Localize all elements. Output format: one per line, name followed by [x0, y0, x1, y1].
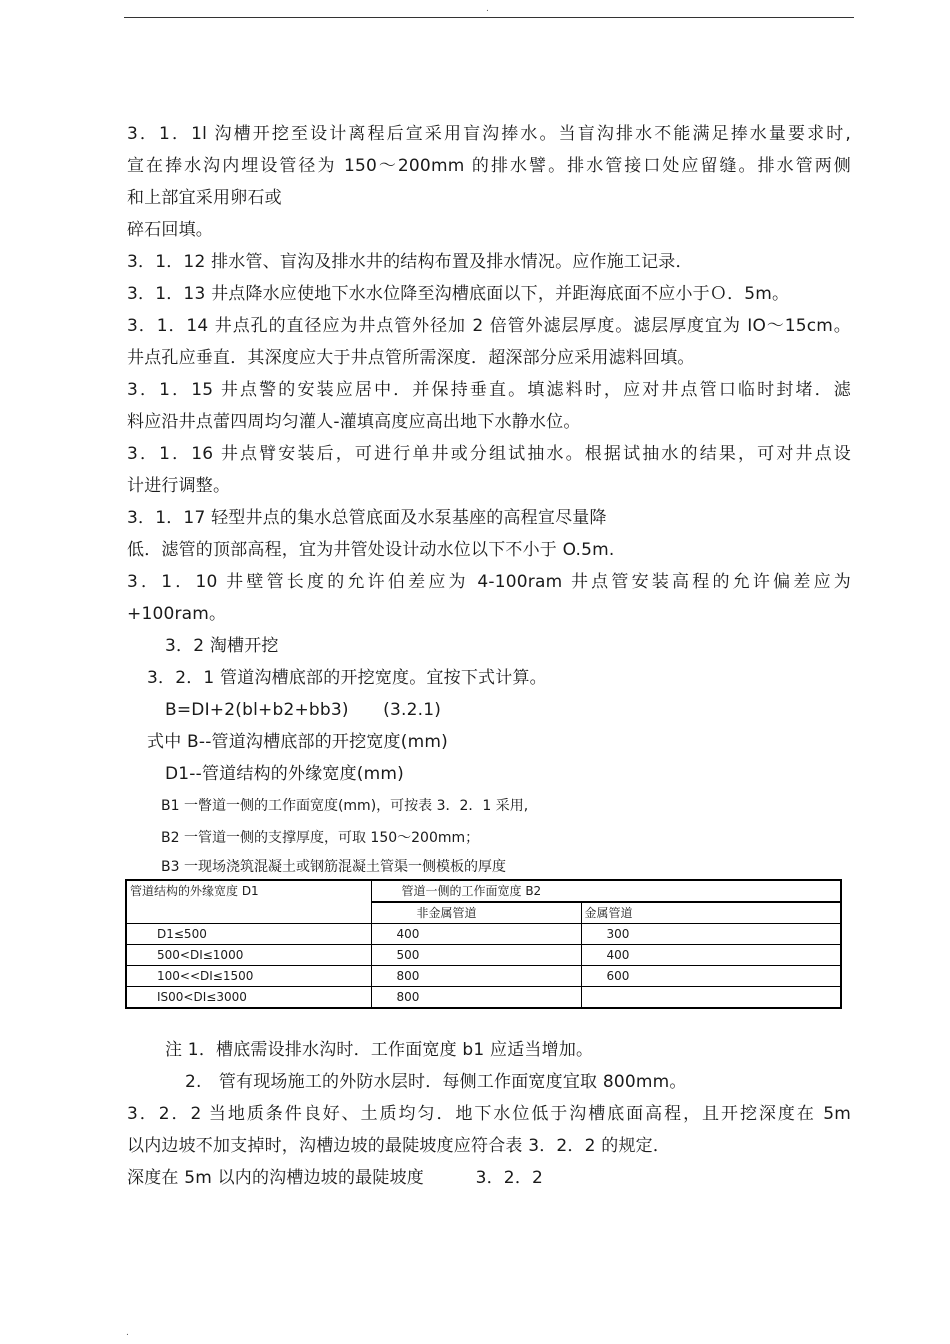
formula-3-2-1: B=DI+2(bl+b2+bb3) (3.2.1): [165, 700, 442, 720]
formula-where-b: 式中 B--管道沟槽底部的开挖宽度(mm): [147, 732, 448, 752]
paragraph-3-2-2-line2: 以内边坡不加支掉时，沟槽边坡的最陡坡度应符合表 3．2．2 的规定．: [127, 1136, 671, 1156]
definition-d1: D1--管道结构的外缘宽度(mm): [165, 764, 404, 784]
document-body-continued: [127, 1034, 851, 1194]
paragraph-3-1-11-line2: 宣在捧水沟内埋设管径为 150～200mm 的排水譬。排水管接口处应留缝。排水管两侧: [127, 156, 851, 176]
definition-b1: B1 一瞥道一侧的工作面宽度(mm)，可按表 3．2．1 采用,: [161, 798, 529, 814]
table-cell-nonmetal: 400: [371, 924, 581, 945]
table-row: [126, 987, 841, 1009]
paragraph-3-1-10-line2: +100ram。: [127, 604, 227, 624]
table-header-metal: 金属管道: [581, 902, 841, 924]
paragraph-3-1-11-line4: 碎石回填。: [127, 220, 213, 240]
table-header-d1: 管道结构的外缘宽度 D1: [126, 880, 371, 924]
header-rule: [124, 17, 854, 18]
definition-b2: B2 一管道一侧的支撑厚度，可取 150～200mm；: [161, 830, 480, 846]
paragraph-3-1-17-line2: 低．滤管的顶部高程，宜为井管处设计动水位以下不小于 O.5m.: [127, 540, 615, 560]
table-header-nonmetal: 非金属管道: [371, 902, 581, 924]
table-cell-nonmetal: 800: [371, 987, 581, 1009]
paragraph-3-1-16-line1: 3．1．16 井点臂安装后，可进行单井或分组试抽水。根据试抽水的结果，可对井点设: [127, 444, 851, 464]
table-header-b2-group: 管道一侧的工作面宽度 B2: [371, 880, 841, 902]
header-dot: .: [486, 4, 489, 14]
definition-b3: B3 一现场浇筑混凝土或钢筋混凝土管渠一侧模板的厚度: [161, 859, 506, 875]
table-header-row: [126, 880, 841, 902]
table-cell-d1: 500<DI≤1000: [126, 945, 371, 966]
paragraph-3-1-14-line2: 井点孔应垂直．其深度应大于井点管所需深度．超深部分应采用滤料回填。: [127, 348, 695, 368]
table-note-1: 注 1．槽底需设排水沟时．工作面宽度 b1 应适当增加。: [165, 1040, 594, 1060]
table-cell-metal: 300: [581, 924, 841, 945]
table-cell-metal: 600: [581, 966, 841, 987]
paragraph-3-1-15-line1: 3．1．15 井点警的安装应居中．并保持垂直。填滤料时，应对井点管口临时封堵．滤: [127, 380, 851, 400]
paragraph-3-1-12: 3．1．12 排水管、盲沟及排水井的结构布置及排水情况。应作施工记录．: [127, 252, 693, 272]
footer-dot: .: [126, 1328, 129, 1338]
paragraph-3-1-14-line1: 3．1．14 井点孔的直径应为井点管外径加 2 倍管外滤层厚度。滤层厚度宜为 IO～15cm。: [127, 316, 851, 336]
section-heading-3-2: 3．2 淘槽开挖: [165, 636, 279, 656]
table-note-2: 2. 管有现场施工的外防水层时．每侧工作面宽度宜取 800mm。: [185, 1072, 687, 1092]
paragraph-3-2-1: 3．2．1 管道沟槽底部的开挖宽度。宜按下式计算。: [147, 668, 547, 688]
paragraph-3-1-16-line2: 计进行调整。: [127, 476, 231, 496]
table-cell-d1: 100<<DI≤1500: [126, 966, 371, 987]
table-cell-d1: D1≤500: [126, 924, 371, 945]
work-width-table: [125, 879, 842, 1009]
table-cell-nonmetal: 800: [371, 966, 581, 987]
paragraph-3-2-2-line1: 3．2．2 当地质条件良好、土质均匀．地下水位低于沟槽底面高程，且开挖深度在 5m: [127, 1104, 851, 1124]
table-cell-nonmetal: 500: [371, 945, 581, 966]
table-cell-metal: 400: [581, 945, 841, 966]
table-cell-d1: IS00<DI≤3000: [126, 987, 371, 1009]
table-3-2-2-caption: 深度在 5m 以内的沟槽边坡的最陡坡度 3．2．2: [127, 1168, 544, 1188]
table-row: [126, 966, 841, 987]
paragraph-3-1-10-line1: 3．1．10 井壁管长度的允许伯差应为 4-100ram 井点管安装高程的允许偏差应为: [127, 572, 851, 592]
paragraph-3-1-15-line2: 料应沿井点蕾四周均匀灌人-灌填高度应高出地下水静水位。: [127, 412, 581, 432]
table-row: [126, 924, 841, 945]
paragraph-3-1-11-line3: 和上部宜采用卵石或: [127, 188, 282, 208]
table-cell-metal: [581, 987, 841, 1009]
table-row: [126, 945, 841, 966]
paragraph-3-1-13: 3．1．13 井点降水应使地下水水位降至沟槽底面以下，并距海底面不应小于Ｏ．5m。: [127, 284, 790, 304]
document-body: [127, 118, 851, 878]
paragraph-3-1-11-line1: 3．1．1l 沟槽开挖至设计离程后宣采用盲沟捧水。当盲沟排水不能满足捧水量要求时,: [127, 124, 851, 144]
paragraph-3-1-17-line1: 3．1．17 轻型井点的集水总管底面及水泵基座的高程宣尽量降: [127, 508, 607, 528]
